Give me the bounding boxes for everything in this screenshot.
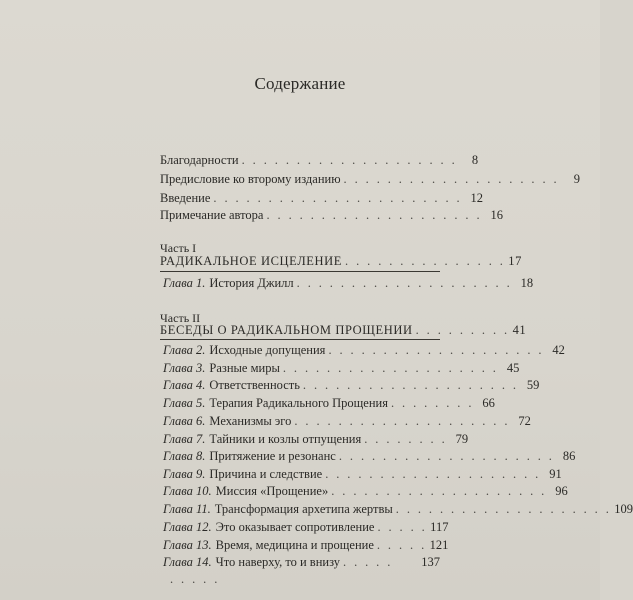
toc-entry bbox=[160, 153, 479, 171]
toc-entry bbox=[163, 378, 540, 396]
leader-dots: . . . . . . . . . . . . . . . . . . . . bbox=[343, 172, 560, 186]
part-page: 17 bbox=[508, 254, 522, 268]
toc-entry bbox=[160, 191, 484, 209]
leader-dots: . . . . . . . . . . . . . . . . . . . . bbox=[241, 153, 458, 167]
chapter-prefix: Глава 8. bbox=[163, 449, 206, 463]
entry-title: Трансформация архетипа жертвы bbox=[214, 502, 393, 516]
entry-page: 45 bbox=[506, 361, 520, 375]
entry-page: 137 bbox=[421, 555, 440, 569]
entry-page: 16 bbox=[490, 208, 503, 222]
leader-dots: . . . . . . . . . . . . . . . . . . . . bbox=[331, 484, 547, 498]
toc-entry bbox=[163, 432, 469, 450]
entry-title: Введение bbox=[160, 191, 211, 205]
leader-dots: . . . . . . . . . . . . . . . . . . . . bbox=[294, 414, 510, 428]
chapter-prefix: Глава 2. bbox=[163, 343, 206, 357]
chapter-prefix: Глава 14. bbox=[163, 555, 212, 569]
toc-entry bbox=[163, 502, 633, 520]
divider bbox=[160, 339, 440, 340]
part-label: Часть I bbox=[160, 241, 197, 255]
entry-title: Разные миры bbox=[209, 361, 280, 375]
entry-title: Причина и следствие bbox=[209, 467, 323, 481]
toc-entry bbox=[163, 572, 440, 590]
leader-dots: . . . . . . . . bbox=[364, 432, 448, 446]
toc-entry bbox=[160, 208, 503, 226]
chapter-prefix: Глава 7. bbox=[163, 432, 206, 446]
leader-dots: . . . . . . . . . . . . . . . . . . . . bbox=[325, 467, 541, 481]
entry-title: Терапия Радикального Прощения bbox=[209, 396, 388, 410]
entry-page: 79 bbox=[455, 432, 469, 446]
leader-dots: . . . . . . . . . . . . . . . . . . . . bbox=[338, 449, 555, 463]
entry-page: 42 bbox=[552, 343, 565, 357]
leader-dots: . . . . . bbox=[376, 538, 427, 552]
toc-entry bbox=[163, 538, 449, 556]
toc-entry bbox=[163, 276, 534, 294]
entry-page: 121 bbox=[429, 538, 449, 552]
toc-entry bbox=[163, 396, 495, 414]
leader-dots: . . . . . bbox=[377, 520, 428, 534]
leader-dots: . . . . . . . . . . . . . . . . . . . . bbox=[296, 276, 513, 290]
entry-title: Время, медицина и прощение bbox=[215, 538, 374, 552]
entry-title: Миссия «Прощение» bbox=[215, 484, 329, 498]
leader-dots: . . . . . bbox=[343, 555, 393, 569]
toc-entry bbox=[163, 449, 576, 467]
entry-title: Притяжение и резонанс bbox=[209, 449, 336, 463]
entry-page: 9 bbox=[573, 172, 581, 186]
entry-page: 18 bbox=[520, 276, 534, 290]
chapter-prefix: Глава 9. bbox=[163, 467, 206, 481]
entry-page: 12 bbox=[470, 191, 484, 205]
entry-title: Ответственность bbox=[209, 378, 300, 392]
leader-dots: . . . . . . . . . . . . . . . . . . . . bbox=[395, 502, 612, 516]
toc-title: Содержание bbox=[254, 74, 346, 93]
leader-dots: . . . . . . . . . . . . . . . . . . . . bbox=[266, 208, 482, 222]
part-title: БЕСЕДЫ О РАДИКАЛЬНОМ ПРОЩЕНИИ bbox=[160, 323, 413, 337]
toc-entry bbox=[163, 520, 449, 538]
entry-title: Благодарности bbox=[160, 153, 239, 167]
toc-entry bbox=[163, 484, 568, 502]
part-title-row bbox=[160, 254, 522, 269]
entry-page: 59 bbox=[526, 378, 540, 392]
entry-page: 91 bbox=[549, 467, 562, 481]
chapter-prefix: Глава 6. bbox=[163, 414, 206, 428]
entry-title: Это оказывает сопротивление bbox=[215, 520, 375, 534]
toc-entry bbox=[163, 361, 520, 379]
entry-title: Механизмы эго bbox=[209, 414, 292, 428]
chapter-prefix: Глава 1. bbox=[163, 276, 206, 290]
entry-title: Примечание автора bbox=[160, 208, 264, 222]
toc-entry bbox=[163, 555, 440, 573]
chapter-prefix: Глава 11. bbox=[163, 502, 211, 516]
entry-page: 66 bbox=[482, 396, 495, 410]
part-title: РАДИКАЛЬНОЕ ИСЦЕЛЕНИЕ bbox=[160, 254, 343, 268]
entry-page: 8 bbox=[471, 153, 479, 167]
leader-dots: . . . . . . . . . . . . . . . bbox=[345, 254, 506, 268]
entry-page: 117 bbox=[430, 520, 449, 534]
leader-dots: . . . . . . . . bbox=[390, 396, 474, 410]
chapter-prefix: Глава 12. bbox=[163, 520, 212, 534]
part-title-row bbox=[160, 323, 527, 338]
entry-title: Предисловие ко второму изданию bbox=[160, 172, 341, 186]
chapter-prefix: Глава 5. bbox=[163, 396, 206, 410]
entry-page: 109 bbox=[614, 502, 633, 516]
part-label: Часть II bbox=[160, 311, 201, 325]
chapter-prefix: Глава 3. bbox=[163, 361, 206, 375]
leader-dots: . . . . . . . . . . . . . . . . . . . . bbox=[282, 361, 499, 375]
toc-entry bbox=[160, 172, 581, 190]
part-page: 41 bbox=[512, 323, 527, 337]
entry-page: 72 bbox=[518, 414, 531, 428]
entry-title: Исходные допущения bbox=[209, 343, 326, 357]
chapter-prefix: Глава 4. bbox=[163, 378, 206, 392]
entry-title: Что наверху, то и внизу bbox=[215, 555, 341, 569]
leader-dots: . . . . . . . . . . . . . . . . . . . . bbox=[302, 378, 519, 392]
entry-title: История Джилл bbox=[209, 276, 294, 290]
divider bbox=[160, 271, 440, 272]
leader-dots: . . . . . . . . . bbox=[415, 323, 510, 337]
chapter-prefix: Глава 13. bbox=[163, 538, 212, 552]
leader-dots: . . . . . . . . . . . . . . . . . . . . . . . bbox=[213, 191, 463, 205]
leader-dots: . . . . . . . . . . . . . . . . . . . . bbox=[328, 343, 544, 357]
toc-entry bbox=[163, 343, 565, 361]
toc-entry bbox=[163, 467, 562, 485]
toc-entry bbox=[163, 414, 531, 432]
chapter-prefix: Глава 10. bbox=[163, 484, 212, 498]
entry-page: 86 bbox=[562, 449, 576, 463]
entry-page: 96 bbox=[555, 484, 568, 498]
entry-title: Тайники и козлы отпущения bbox=[209, 432, 362, 446]
leader-dots: . . . . . bbox=[170, 572, 220, 586]
